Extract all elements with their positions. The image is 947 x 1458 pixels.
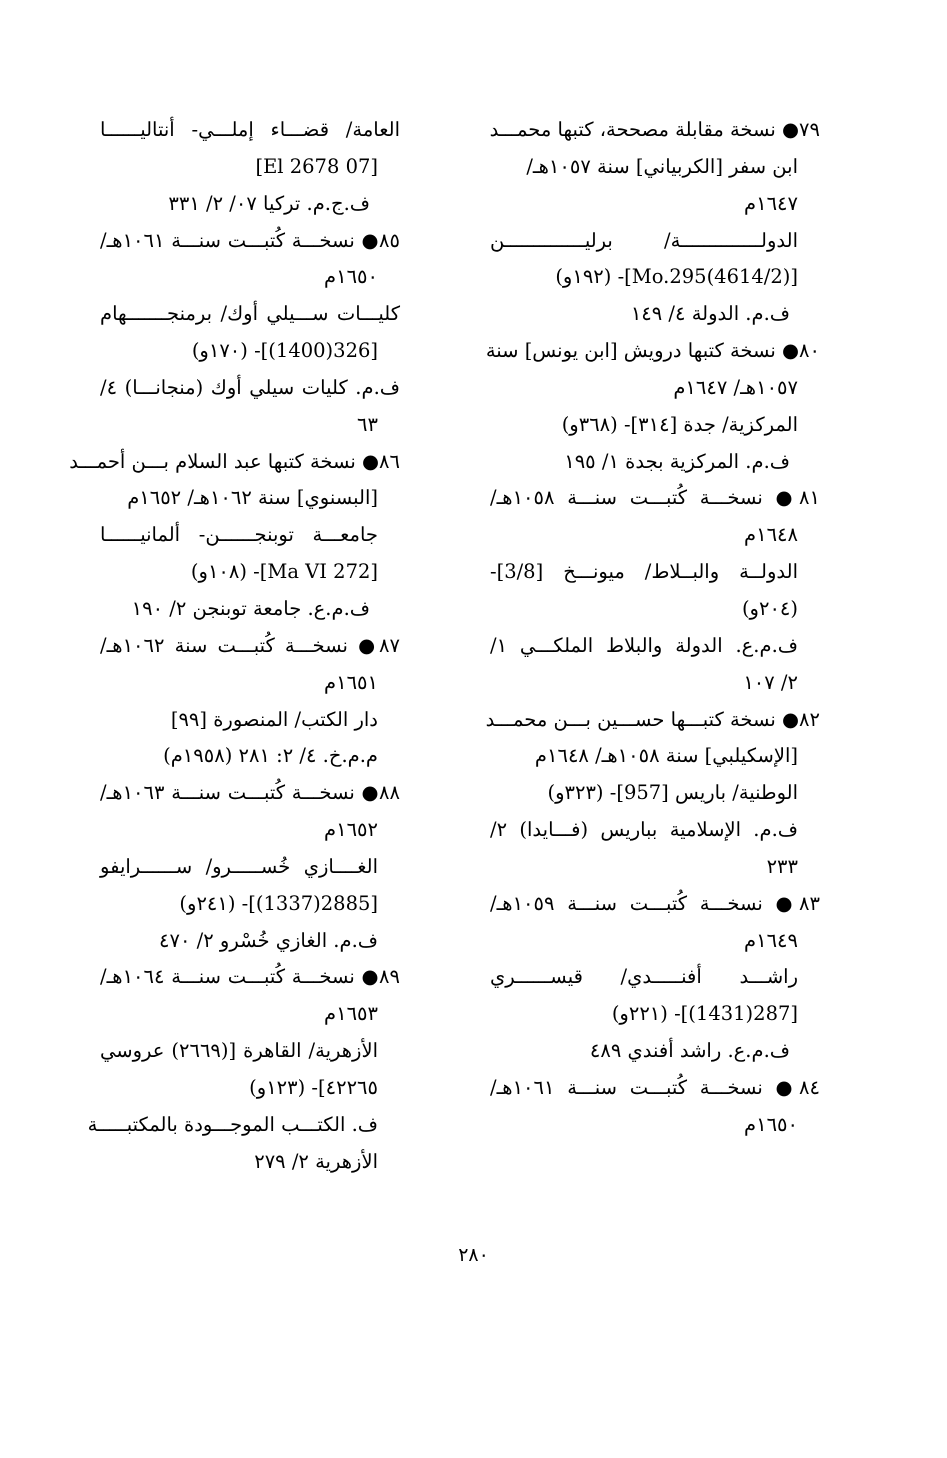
text-line: ف.م. الدولة ٤/ ١٤٩: [630, 302, 790, 326]
text-line: [2885(1337)]- (٢٤١و): [179, 891, 378, 915]
text-line: م.م.خ. ٤/ ٢: ٢٨١ (١٩٥٨م): [163, 744, 378, 768]
text-line: ١٠٥٧هـ/ ١٦٤٧م: [673, 375, 798, 399]
text-line: ٢٣٣: [766, 854, 798, 878]
text-line: [07 El 2678]: [255, 154, 378, 178]
text-line: [البسنوي] سنة ١٠٦٢هـ/ ١٦٥٢م: [127, 486, 378, 510]
text-line: الدولــة والبــلاط/ ميونـــخ [3/8]-: [490, 560, 798, 584]
text-line: الأزهرية/ القاهرة [(٢٦٦٩) عروسي: [100, 1039, 378, 1063]
text-line: ١٦٥١م: [324, 670, 378, 694]
text-line: ف.م.ع. راشد أفندي ٤٨٩: [589, 1039, 790, 1063]
text-line: ١٦٤٩م: [744, 928, 798, 952]
text-line: [الإسكيلبي] سنة ١٠٥٨هـ/ ١٦٤٨م: [534, 744, 798, 768]
page-number: ٢٨٠: [458, 1244, 489, 1266]
text-line: الدولــــــــــــــة/ برليــــــــــــــن: [490, 228, 798, 252]
text-line: ٨٠● نسخة كتبها درويش [ابن يونس] سنة: [485, 339, 820, 363]
right-column: [485, 112, 820, 1144]
text-line: ٨٦● نسخة كتبها عبد السلام بـــن أحمـــد: [69, 449, 400, 473]
text-line: ف. الكتـــب الموجـــودة بالمكتبـــــة: [87, 1112, 378, 1136]
text-line: ف.م.ع. الدولة والبلاط الملكـــي ١/: [490, 633, 798, 657]
text-line: الغــــازي خُســـــرو/ ســــــرايفو: [100, 854, 378, 878]
text-line: ٨٤● نسخـــة كُتبـــت سنـــة ١٠٦١هـ/: [490, 1075, 820, 1099]
text-line: ٨٧● نسخـــة كُتبـــت سنة ١٠٦٢هـ/: [100, 633, 400, 657]
text-line: ١٦٥٣م: [324, 1002, 378, 1026]
text-line: [Ma VI 272]- (١٠٨و): [190, 560, 378, 584]
text-line: كليـــات ســـيلي أوك/ برمنجـــــــهام: [100, 302, 400, 326]
text-line: العامة/ قضـــاء إملـــي- أنتاليــــــا: [100, 118, 400, 141]
text-line: ابن سفر [الكربياني] سنة ١٠٥٧هـ/: [526, 154, 798, 178]
text-line: راشـــد أفنـــــدي/ قيســــــري: [490, 965, 798, 989]
text-line: ٨٢● نسخة كتبـــها حســـين بـــن محمـــد: [485, 707, 820, 731]
text-line: ٧٩● نسخة مقابلة مصححة، كتبها محمـــد: [489, 118, 820, 141]
text-line: ف.م.ع. جامعة توبنجن ٢/ ١٩٠: [131, 596, 370, 620]
text-line: ١٦٥٠م: [744, 1112, 798, 1136]
text-line: ٦٣: [357, 412, 378, 436]
text-line: (٢٠٤و): [741, 596, 798, 620]
text-line: [287(1431)]- (٢٢١و): [611, 1002, 798, 1026]
text-line: الأزهرية ٢/ ٢٧٩: [254, 1149, 378, 1173]
text-line: ف.م. كليات سيلي أوك (منجانـــا) ٤/: [100, 375, 400, 399]
text-line: ف.م. الإسلامية بباريس (فـــايدا) ٢/: [490, 818, 798, 842]
text-line: ٨١● نسخـــة كُتبـــت سنـــة ١٠٥٨هـ/: [490, 486, 820, 510]
left-column: [69, 112, 400, 1180]
text-line: ٨٥● نسخـــة كُتبـــت سنـــة ١٠٦١هـ/: [100, 228, 400, 252]
text-line: المركزية/ جدة [٣١٤]- (٣٦٨و): [561, 412, 798, 436]
text-line: ٤٢٢٦٥]- (١٢٣و): [249, 1075, 378, 1099]
text-line: [326(1400)]- (١٧٠و): [191, 339, 378, 363]
text-line: ف.م. الغازي خُسْرو ٢/ ٤٧٠: [159, 928, 378, 952]
text-line: ف.م. المركزية بجدة ١/ ١٩٥: [564, 449, 790, 473]
text-line: ١٦٤٧م: [744, 191, 798, 215]
text-line: الوطنية/ باريس [957]- (٣٢٣و): [547, 781, 798, 805]
text-line: ٨٣● نسخـــة كُتبـــت سنـــة ١٠٥٩هـ/: [490, 891, 820, 915]
text-line: ١٦٥٠م: [324, 265, 378, 289]
text-line: ٨٩● نسخـــة كُتبـــت سنـــة ١٠٦٤هـ/: [100, 965, 400, 989]
text-line: ٢/ ١٠٧: [743, 670, 798, 694]
text-line: ف.ج.م. تركيا ٠٧/ ٢/ ٣٣١: [168, 191, 370, 215]
text-line: ١٦٤٨م: [744, 523, 798, 547]
text-line: ٨٨● نسخـــة كُتبـــت سنـــة ١٠٦٣هـ/: [100, 781, 400, 805]
text-line: [Mo.295(4614/2)]- (١٩٢و): [555, 265, 798, 289]
text-line: دار الكتب/ المنصورة [٩٩]: [170, 707, 378, 731]
text-line: جامعـــة توبنجــــــن- ألمانيــــــا: [100, 523, 378, 547]
text-line: ١٦٥٢م: [324, 818, 378, 842]
